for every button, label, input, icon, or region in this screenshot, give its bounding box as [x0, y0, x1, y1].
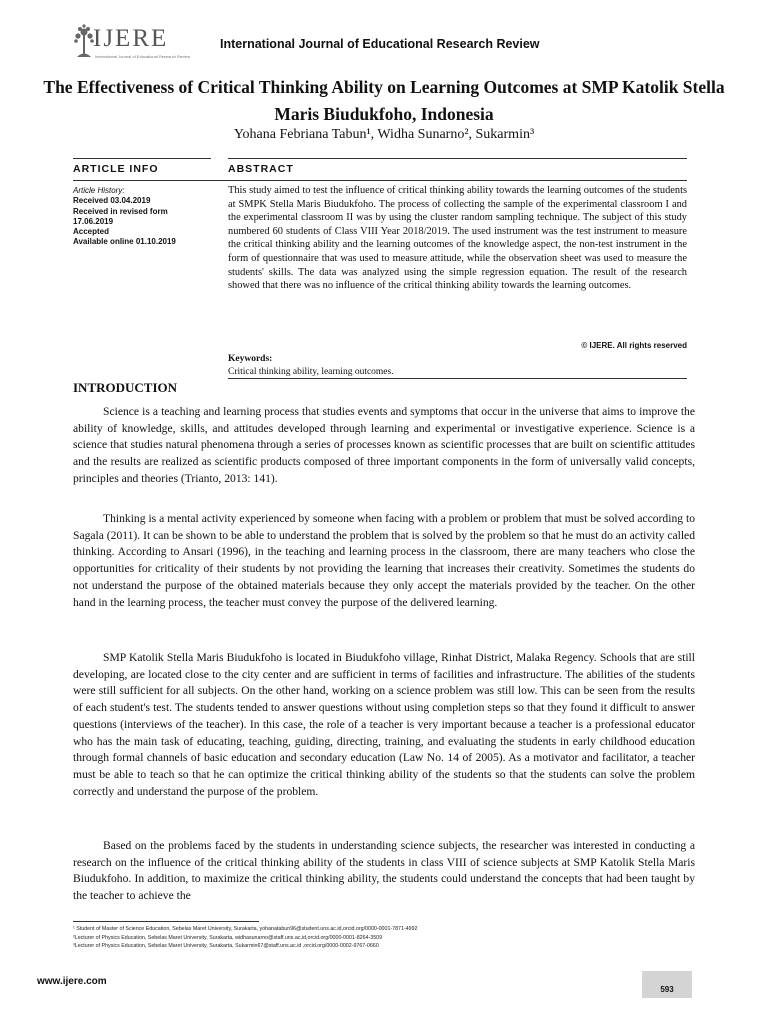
- logo-text: IJERE: [93, 25, 169, 52]
- revised-date: 17.06.2019: [73, 216, 114, 226]
- article-history: [73, 186, 176, 248]
- copyright-notice: © IJERE. All rights reserved: [581, 341, 687, 350]
- body-paragraph: Based on the problems faced by the students in understanding science subjects, the researcher was interested in conducting a research on the influence of the critical thinking ability of the students in class VIII of science subjects at SMP Katolik Stella Maris Biudukfoho. In addition, to maximize the critical thinking ability, the students could understand the concepts that had been taught by the teacher to achieve the: [73, 839, 695, 903]
- journal-name: International Journal of Educational Research Review: [220, 37, 540, 51]
- divider: [73, 180, 211, 181]
- page-number-box: [642, 971, 692, 998]
- abstract-heading: ABSTRACT: [228, 163, 294, 175]
- article-info-heading: ARTICLE INFO: [73, 163, 159, 175]
- divider: [228, 158, 687, 159]
- divider: [203, 180, 687, 181]
- accepted-label: Accepted: [73, 227, 110, 237]
- footnote-divider: [73, 921, 259, 922]
- tree-icon: [73, 24, 95, 62]
- keywords-label: Keywords:: [228, 354, 273, 364]
- available-online-date: Available online 01.10.2019: [73, 237, 176, 247]
- history-label: Article History:: [73, 186, 125, 195]
- journal-logo: [73, 24, 197, 64]
- paper-authors: Yohana Febriana Tabun¹, Widha Sunarno², Sukarmin³: [233, 127, 535, 142]
- section-heading-introduction: INTRODUCTION: [73, 380, 178, 395]
- keywords-text: Critical thinking ability, learning outcomes.: [228, 367, 394, 377]
- footnote: ¹ Student of Master of Science Education, Sebelas Maret University, Surakarta, yohanatabun96@student.uns.ac.id,orcid.org/0000-0001-7871-4992: [73, 926, 418, 932]
- divider: [228, 378, 687, 379]
- footnote: ³Lecturer of Physics Education, Sebelas Maret University, Surakarta, Sukarmin67@staff.uns.ac.id ,orcid.org/0000-0002-9767-0660: [73, 943, 379, 950]
- body-paragraph: Science is a teaching and learning process that studies events and symptoms that occur in the universe that aims to improve the ability of knowledge, skills, and attitudes developed through learning and experimental or investigative experience. Science is a science that studies natural phenomena through a series of processes known as scientific processes that are built on scientific attitudes and the results are realized as scientific products composed of three important components in the form of universally valid concepts, principles and theories (Trianto, 2013: 141).: [73, 405, 695, 485]
- body-paragraph: Thinking is a mental activity experienced by someone when facing with a problem or problem that must be solved according to Sagala (2011). It can be shown to be able to understand the problem that is solved by the problem so that he must do an activity called thinking. According to Ansari (1996), in the teaching and learning process in the classroom, there are many teachers who close the opportunities for criticality of their students by not providing the learning that increases their creativity. Sometimes the students do not understand the purpose of the obtained materials because they only accept the materials provided by the teacher. On the other hand in the learning process, the teacher must convey the purpose of the delivered learning.: [73, 512, 695, 609]
- logo-subtitle: International Journal of Educational Research Review: [95, 54, 191, 59]
- received-date: Received 03.04.2019: [73, 196, 151, 206]
- footnote: ²Lecturer of Physics Education, Sebelas Maret University, Surakarta, widhasunarno@staff.uns.ac.id,orcid.org/0000-0001-8264-3509: [73, 934, 383, 941]
- revised-label: Received in revised form: [73, 206, 168, 216]
- divider: [73, 158, 211, 159]
- page-number: 593: [660, 985, 674, 994]
- abstract-text: This study aimed to test the influence of critical thinking ability towards the learning outcomes of the students at SMPK Stella Maris Biudukfoho. The process of collecting the sample of the experimental classroom I and the experimental classroom II was by using the cluster random sampling technique. The subject of this study numbered 60 students of Class VIII Year 2018/2019. The used instrument was the test instrument to measure the critical thinking ability and the learning outcomes of the knowledge aspect, the non-test instrument in the form of questionnaire that was used to measure attitude, while the observation sheet was used to measure the students' skills. The data was analyzed using the simple regression equation. The result of the research showed that there was no influence of the critical thinking ability towards the learning outcomes.: [228, 185, 687, 292]
- body-paragraph: SMP Katolik Stella Maris Biudukfoho is located in Biudukfoho village, Rinhat District, Malaka Regency. Schools that are still developing, are located close to the city center and are sufficient in terms of facilities and infrastructure. The abilities of the students were still sufficient for all subjects. On the other hand, working on a science problem was still low. This can be seen from the results of each student's test. The students tended to answer questions without using completion steps so that they found it difficult to answer questions (interviews of the teacher). In this case, the role of a teacher is very important because a teacher is a professional educator who has the main task of educating, teaching, guiding, directing, training, and evaluating the students in early childhood education through formal channels of basic education and secondary education (Law No. 14 of 2005). As a motivator and facilitator, a teacher must be able to teach so that he can optimize the critical thinking ability of the students so that the students can solve the problem correctly and understand the purpose of the problem.: [73, 651, 695, 798]
- journal-website: www.ijere.com: [37, 976, 107, 987]
- paper-title: The Effectiveness of Critical Thinking Ability on Learning Outcomes at SMP Katolik Stella Maris Biudukfoho, Indonesia: [43, 77, 725, 124]
- footnotes: [73, 925, 417, 951]
